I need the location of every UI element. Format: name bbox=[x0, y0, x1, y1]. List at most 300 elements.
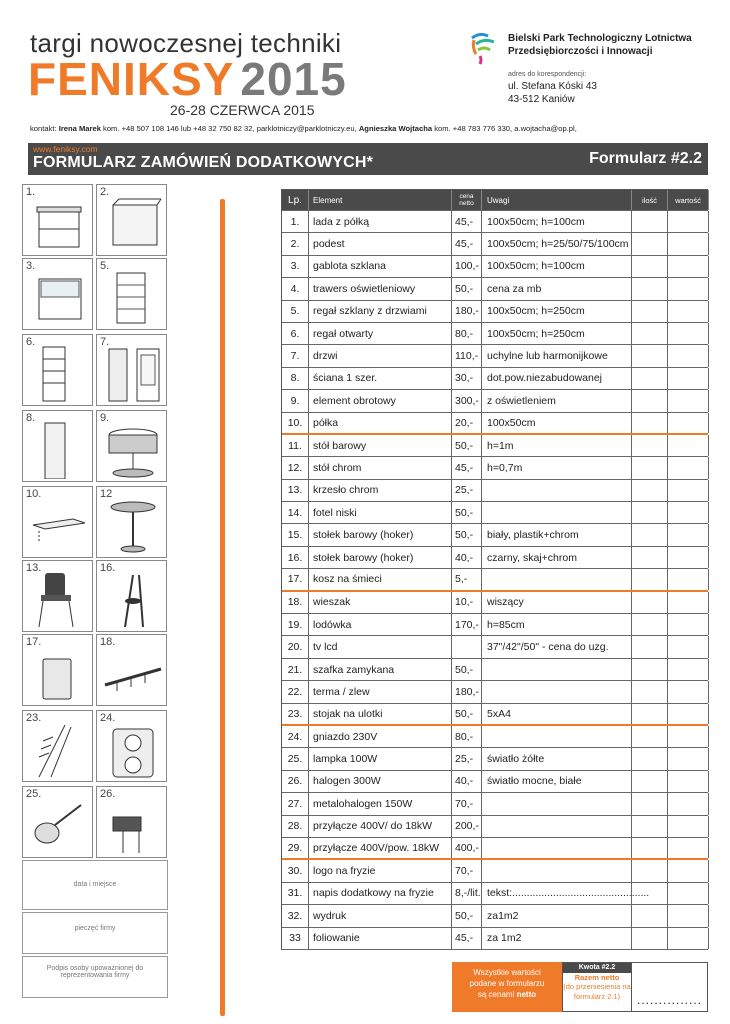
row-notes: biały, plastik+chrom bbox=[482, 524, 632, 545]
contact-line bbox=[30, 124, 577, 133]
table-row bbox=[282, 726, 708, 748]
item-image-number: 6. bbox=[26, 336, 36, 348]
row-qty-input[interactable] bbox=[632, 233, 668, 254]
row-element: stół barowy bbox=[309, 435, 452, 456]
row-price: 300,- bbox=[452, 390, 482, 411]
row-lp: 11. bbox=[282, 435, 309, 456]
row-qty-input[interactable] bbox=[632, 256, 668, 277]
row-qty-input[interactable] bbox=[632, 457, 668, 478]
table-row bbox=[282, 413, 708, 435]
row-qty-input[interactable] bbox=[632, 726, 668, 747]
table-row bbox=[282, 547, 708, 569]
header-qty: ilość bbox=[632, 190, 668, 210]
row-value-input[interactable] bbox=[668, 413, 709, 433]
row-value-input[interactable] bbox=[668, 435, 709, 456]
row-value-input[interactable] bbox=[668, 480, 709, 501]
row-lp: 23. bbox=[282, 704, 309, 724]
row-element: regał szklany z drzwiami bbox=[309, 301, 452, 322]
row-price: 45,- bbox=[452, 457, 482, 478]
row-value-input[interactable] bbox=[668, 547, 709, 568]
row-element: napis dodatkowy na fryzie bbox=[309, 883, 452, 904]
row-qty-input[interactable] bbox=[632, 592, 668, 613]
row-qty-input[interactable] bbox=[632, 748, 668, 769]
row-price: 50,- bbox=[452, 704, 482, 724]
fair-subtitle: targi nowoczesnej techniki bbox=[30, 28, 342, 58]
row-value-input[interactable] bbox=[668, 390, 709, 411]
row-value-input[interactable] bbox=[668, 256, 709, 277]
row-price bbox=[452, 636, 482, 657]
item-image-number: 12 bbox=[100, 488, 113, 500]
header-element: Element bbox=[309, 190, 452, 210]
row-price: 8,-/lit. bbox=[452, 883, 482, 904]
row-notes: 100x50cm; h=250cm bbox=[482, 301, 632, 322]
item-image-number: 25. bbox=[26, 788, 42, 800]
row-notes bbox=[482, 480, 632, 501]
park-logo-icon bbox=[466, 30, 502, 66]
row-qty-input[interactable] bbox=[632, 569, 668, 589]
table-row bbox=[282, 435, 708, 457]
row-element: półka bbox=[309, 413, 452, 433]
row-value-input[interactable] bbox=[668, 681, 709, 702]
row-element: halogen 300W bbox=[309, 771, 452, 792]
row-price: 80,- bbox=[452, 323, 482, 344]
row-price: 50,- bbox=[452, 278, 482, 299]
table-body bbox=[282, 211, 708, 950]
row-qty-input[interactable] bbox=[632, 524, 668, 545]
row-notes bbox=[482, 838, 632, 858]
row-value-input[interactable] bbox=[668, 368, 709, 389]
row-lp: 14. bbox=[282, 502, 309, 523]
row-notes: cena za mb bbox=[482, 278, 632, 299]
table-row bbox=[282, 838, 708, 860]
header-price bbox=[452, 190, 482, 210]
row-notes: 100x50cm bbox=[482, 413, 632, 433]
item-image-cell bbox=[96, 710, 167, 782]
item-image-cell bbox=[96, 334, 167, 406]
company-stamp-label: pieczęć firmy bbox=[74, 925, 116, 932]
table-row bbox=[282, 860, 708, 882]
item-image-number: 2. bbox=[100, 186, 110, 198]
row-element: gablota szklana bbox=[309, 256, 452, 277]
row-lp: 31. bbox=[282, 883, 309, 904]
organizer-name: Bielski Park Technologiczny Lotnictwa Przedsiębiorczości i Innowacji bbox=[508, 33, 692, 57]
row-lp: 7. bbox=[282, 345, 309, 366]
row-qty-input[interactable] bbox=[632, 905, 668, 926]
table-row bbox=[282, 390, 708, 412]
row-notes bbox=[482, 816, 632, 837]
furniture-illustration-icon bbox=[103, 721, 163, 779]
table-row bbox=[282, 771, 708, 793]
row-qty-input[interactable] bbox=[632, 636, 668, 657]
row-lp: 6. bbox=[282, 323, 309, 344]
contact-mid: kom. +48 507 108 146 lub +48 32 750 82 32, parklotniczy@parklotniczy.eu, bbox=[100, 124, 359, 133]
row-notes bbox=[482, 793, 632, 814]
row-qty-input[interactable] bbox=[632, 390, 668, 411]
row-notes: h=85cm bbox=[482, 614, 632, 635]
row-price: 40,- bbox=[452, 547, 482, 568]
row-element: wieszak bbox=[309, 592, 452, 613]
row-lp: 3. bbox=[282, 256, 309, 277]
logo-year: 2015 bbox=[240, 53, 347, 105]
row-price: 80,- bbox=[452, 726, 482, 747]
table-row bbox=[282, 614, 708, 636]
row-qty-input[interactable] bbox=[632, 681, 668, 702]
form-title: FORMULARZ ZAMÓWIEŃ DODATKOWYCH* bbox=[33, 154, 374, 171]
total-sublabel: (do przeniesienia na formularz 2.1) bbox=[563, 982, 631, 1001]
furniture-illustration-icon bbox=[29, 345, 89, 403]
row-lp: 16. bbox=[282, 547, 309, 568]
row-notes: h=0,7m bbox=[482, 457, 632, 478]
furniture-illustration-icon bbox=[29, 497, 89, 555]
item-image-cell bbox=[22, 710, 93, 782]
row-price: 30,- bbox=[452, 368, 482, 389]
row-qty-input[interactable] bbox=[632, 368, 668, 389]
row-element: ściana 1 szer. bbox=[309, 368, 452, 389]
contact-prefix: kontakt: bbox=[30, 124, 59, 133]
orange-divider bbox=[220, 199, 225, 1016]
row-qty-input[interactable] bbox=[632, 793, 668, 814]
row-lp: 33 bbox=[282, 928, 309, 949]
row-notes bbox=[482, 681, 632, 702]
row-qty-input[interactable] bbox=[632, 547, 668, 568]
item-image-number: 3. bbox=[26, 260, 36, 272]
furniture-illustration-icon bbox=[29, 195, 89, 253]
header-notes: Uwagi bbox=[482, 190, 632, 210]
note-line-1: Wszystkie wartości bbox=[473, 968, 541, 977]
item-image-number: 26. bbox=[100, 788, 116, 800]
header-lp: Lp. bbox=[282, 190, 309, 210]
row-price: 70,- bbox=[452, 793, 482, 814]
row-qty-input[interactable] bbox=[632, 883, 668, 904]
row-element: przyłącze 400V/pow. 18kW bbox=[309, 838, 452, 858]
row-price: 25,- bbox=[452, 480, 482, 501]
total-label: Razem netto bbox=[574, 972, 620, 982]
row-value-input[interactable] bbox=[668, 278, 709, 299]
furniture-illustration-icon bbox=[103, 571, 163, 629]
row-qty-input[interactable] bbox=[632, 278, 668, 299]
item-image-cell bbox=[96, 410, 167, 482]
row-lp: 29. bbox=[282, 838, 309, 858]
row-value-input[interactable] bbox=[668, 211, 709, 232]
form-number: Formularz #2.2 bbox=[589, 150, 702, 167]
row-notes: czarny, skaj+chrom bbox=[482, 547, 632, 568]
row-value-input[interactable] bbox=[668, 928, 709, 949]
furniture-illustration-icon bbox=[29, 571, 89, 629]
website-link[interactable]: www.feniksy.com bbox=[33, 144, 98, 154]
item-image-cell bbox=[22, 258, 93, 330]
table-row bbox=[282, 278, 708, 300]
row-notes: światło mocne, białe bbox=[482, 771, 632, 792]
item-image-cell bbox=[96, 184, 167, 256]
row-qty-input[interactable] bbox=[632, 614, 668, 635]
item-image-number: 10. bbox=[26, 488, 42, 500]
fair-dates: 26-28 CZERWCA 2015 bbox=[170, 102, 315, 118]
row-lp: 18. bbox=[282, 592, 309, 613]
row-element: stojak na ulotki bbox=[309, 704, 452, 724]
row-qty-input[interactable] bbox=[632, 413, 668, 433]
row-element: lampka 100W bbox=[309, 748, 452, 769]
row-value-input[interactable] bbox=[668, 502, 709, 523]
table-row bbox=[282, 928, 708, 950]
row-notes: wiszący bbox=[482, 592, 632, 613]
row-value-input[interactable] bbox=[668, 345, 709, 366]
note-line-3 bbox=[452, 989, 562, 1000]
table-row bbox=[282, 524, 708, 546]
date-place-box[interactable] bbox=[22, 860, 168, 910]
row-notes: 5xA4 bbox=[482, 704, 632, 724]
item-image-number: 24. bbox=[100, 712, 116, 724]
item-image-cell bbox=[22, 634, 93, 706]
row-value-input[interactable] bbox=[668, 726, 709, 747]
net-prices-note bbox=[452, 962, 562, 1012]
item-image-number: 9. bbox=[100, 412, 110, 424]
row-element: logo na fryzie bbox=[309, 860, 452, 881]
item-image-cell bbox=[22, 486, 93, 558]
row-element: fotel niski bbox=[309, 502, 452, 523]
row-lp: 27. bbox=[282, 793, 309, 814]
row-lp: 1. bbox=[282, 211, 309, 232]
row-value-input[interactable] bbox=[668, 233, 709, 254]
row-qty-input[interactable] bbox=[632, 704, 668, 724]
row-price: 100,- bbox=[452, 256, 482, 277]
row-element: metalohalogen 150W bbox=[309, 793, 452, 814]
row-price: 110,- bbox=[452, 345, 482, 366]
furniture-illustration-icon bbox=[103, 645, 163, 703]
furniture-illustration-icon bbox=[103, 345, 163, 403]
row-price: 400,- bbox=[452, 838, 482, 858]
row-value-input[interactable] bbox=[668, 659, 709, 680]
row-element: element obrotowy bbox=[309, 390, 452, 411]
furniture-illustration-icon bbox=[103, 797, 163, 855]
furniture-illustration-icon bbox=[103, 195, 163, 253]
item-image-number: 7. bbox=[100, 336, 110, 348]
row-qty-input[interactable] bbox=[632, 502, 668, 523]
row-qty-input[interactable] bbox=[632, 771, 668, 792]
row-qty-input[interactable] bbox=[632, 816, 668, 837]
table-row bbox=[282, 233, 708, 255]
item-image-cell bbox=[22, 184, 93, 256]
row-value-input[interactable] bbox=[668, 301, 709, 322]
title-band bbox=[28, 143, 708, 175]
row-price: 180,- bbox=[452, 681, 482, 702]
row-price: 45,- bbox=[452, 928, 482, 949]
row-value-input[interactable] bbox=[668, 704, 709, 724]
item-image-cell bbox=[22, 410, 93, 482]
item-image-cell bbox=[96, 634, 167, 706]
row-qty-input[interactable] bbox=[632, 211, 668, 232]
item-image-number: 17. bbox=[26, 636, 42, 648]
row-price: 20,- bbox=[452, 413, 482, 433]
row-notes bbox=[482, 860, 632, 881]
table-row bbox=[282, 368, 708, 390]
row-value-input[interactable] bbox=[668, 860, 709, 881]
address-line-1: ul. Stefana Kóski 43 bbox=[508, 81, 597, 92]
address-label: adres do korespondencji: bbox=[508, 71, 587, 78]
row-lp: 26. bbox=[282, 771, 309, 792]
table-row bbox=[282, 748, 708, 770]
row-notes: za1m2 bbox=[482, 905, 632, 926]
row-notes: uchylne lub harmonijkowe bbox=[482, 345, 632, 366]
table-row bbox=[282, 457, 708, 479]
table-row bbox=[282, 211, 708, 233]
row-qty-input[interactable] bbox=[632, 860, 668, 881]
contact-name-1: Irena Marek bbox=[58, 124, 101, 133]
furniture-illustration-icon bbox=[29, 645, 89, 703]
row-value-input[interactable] bbox=[668, 905, 709, 926]
table-header bbox=[282, 190, 708, 211]
row-element: stołek barowy (hoker) bbox=[309, 547, 452, 568]
row-price: 40,- bbox=[452, 771, 482, 792]
row-element: przyłącze 400V/ do 18kW bbox=[309, 816, 452, 837]
row-lp: 4. bbox=[282, 278, 309, 299]
row-qty-input[interactable] bbox=[632, 659, 668, 680]
row-notes bbox=[482, 569, 632, 589]
row-price: 45,- bbox=[452, 211, 482, 232]
item-image-number: 1. bbox=[26, 186, 36, 198]
row-lp: 5. bbox=[282, 301, 309, 322]
row-notes: 37"/42"/50" - cena do uzg. bbox=[482, 636, 632, 657]
row-qty-input[interactable] bbox=[632, 480, 668, 501]
row-value-input[interactable] bbox=[668, 771, 709, 792]
contact-name-2: Agnieszka Wojtacha bbox=[358, 124, 433, 133]
row-qty-input[interactable] bbox=[632, 928, 668, 949]
note-line-2: podane w formularzu bbox=[469, 979, 545, 988]
row-element: drzwi bbox=[309, 345, 452, 366]
row-value-input[interactable] bbox=[668, 636, 709, 657]
row-element: trawers oświetleniowy bbox=[309, 278, 452, 299]
note-line-3-bold: netto bbox=[516, 990, 537, 999]
row-price: 5,- bbox=[452, 569, 482, 589]
row-price: 50,- bbox=[452, 435, 482, 456]
item-image-cell bbox=[96, 560, 167, 632]
furniture-illustration-icon bbox=[103, 497, 163, 555]
row-value-input[interactable] bbox=[668, 838, 709, 858]
row-qty-input[interactable] bbox=[632, 838, 668, 858]
row-lp: 24. bbox=[282, 726, 309, 747]
row-price: 50,- bbox=[452, 905, 482, 926]
date-place-label: data i miejsce bbox=[73, 881, 117, 888]
item-image-cell bbox=[96, 486, 167, 558]
furniture-illustration-icon bbox=[29, 721, 89, 779]
row-notes: 100x50cm; h=100cm bbox=[482, 256, 632, 277]
row-lp: 20. bbox=[282, 636, 309, 657]
table-row bbox=[282, 793, 708, 815]
row-value-input[interactable] bbox=[668, 569, 709, 589]
row-value-input[interactable] bbox=[668, 816, 709, 837]
row-element: szafka zamykana bbox=[309, 659, 452, 680]
row-notes: h=1m bbox=[482, 435, 632, 456]
company-stamp-box[interactable] bbox=[22, 912, 168, 954]
row-value-input[interactable] bbox=[668, 748, 709, 769]
row-value-input[interactable] bbox=[668, 883, 709, 904]
row-qty-input[interactable] bbox=[632, 301, 668, 322]
row-element: krzesło chrom bbox=[309, 480, 452, 501]
row-value-input[interactable] bbox=[668, 793, 709, 814]
contact-tail: kom. +48 783 776 330, a.wojtacha@op.pl, bbox=[432, 124, 577, 133]
row-element: regał otwarty bbox=[309, 323, 452, 344]
row-qty-input[interactable] bbox=[632, 323, 668, 344]
row-price: 50,- bbox=[452, 659, 482, 680]
signature-label: Podpis osoby upoważnionej do reprezentowania firmy bbox=[46, 965, 144, 979]
row-lp: 12. bbox=[282, 457, 309, 478]
table-row bbox=[282, 681, 708, 703]
table-row bbox=[282, 480, 708, 502]
row-lp: 28. bbox=[282, 816, 309, 837]
table-row bbox=[282, 301, 708, 323]
row-element: podest bbox=[309, 233, 452, 254]
item-image-number: 5. bbox=[100, 260, 110, 272]
row-value-input[interactable] bbox=[668, 524, 709, 545]
table-row bbox=[282, 345, 708, 367]
total-heading: Kwota #2.2 bbox=[563, 963, 631, 973]
item-image-number: 23. bbox=[26, 712, 42, 724]
row-element: gniazdo 230V bbox=[309, 726, 452, 747]
row-lp: 15. bbox=[282, 524, 309, 545]
furniture-illustration-icon bbox=[29, 797, 89, 855]
total-value-field[interactable]: ............... bbox=[632, 962, 708, 1012]
row-notes: światło żółte bbox=[482, 748, 632, 769]
row-notes: 100x50cm; h=250cm bbox=[482, 323, 632, 344]
row-lp: 30. bbox=[282, 860, 309, 881]
fair-logo bbox=[28, 52, 347, 106]
row-notes: dot.pow.niezabudowanej bbox=[482, 368, 632, 389]
row-price: 70,- bbox=[452, 860, 482, 881]
table-row bbox=[282, 323, 708, 345]
order-table bbox=[281, 189, 708, 950]
table-row bbox=[282, 636, 708, 658]
row-lp: 10. bbox=[282, 413, 309, 433]
item-image-number: 18. bbox=[100, 636, 116, 648]
row-lp: 9. bbox=[282, 390, 309, 411]
row-notes bbox=[482, 659, 632, 680]
signature-box[interactable] bbox=[22, 956, 168, 998]
row-value-input[interactable] bbox=[668, 614, 709, 635]
row-value-input[interactable] bbox=[668, 592, 709, 613]
table-row bbox=[282, 256, 708, 278]
row-notes: z oświetleniem bbox=[482, 390, 632, 411]
row-price: 180,- bbox=[452, 301, 482, 322]
item-image-cell bbox=[22, 560, 93, 632]
table-row bbox=[282, 592, 708, 614]
row-qty-input[interactable] bbox=[632, 345, 668, 366]
table-row bbox=[282, 569, 708, 591]
row-value-input[interactable] bbox=[668, 323, 709, 344]
furniture-illustration-icon bbox=[103, 421, 163, 479]
item-image-cell bbox=[22, 334, 93, 406]
row-lp: 21. bbox=[282, 659, 309, 680]
table-row bbox=[282, 704, 708, 726]
row-element: stół chrom bbox=[309, 457, 452, 478]
address bbox=[508, 80, 597, 106]
row-value-input[interactable] bbox=[668, 457, 709, 478]
row-qty-input[interactable] bbox=[632, 435, 668, 456]
logo-word: FENIKSY bbox=[28, 53, 235, 105]
row-price: 50,- bbox=[452, 502, 482, 523]
row-element: lodówka bbox=[309, 614, 452, 635]
row-notes bbox=[482, 726, 632, 747]
row-lp: 22. bbox=[282, 681, 309, 702]
row-element: kosz na śmieci bbox=[309, 569, 452, 589]
row-element: stołek barowy (hoker) bbox=[309, 524, 452, 545]
row-price: 200,- bbox=[452, 816, 482, 837]
row-lp: 8. bbox=[282, 368, 309, 389]
row-element: foliowanie bbox=[309, 928, 452, 949]
row-lp: 19. bbox=[282, 614, 309, 635]
row-price: 25,- bbox=[452, 748, 482, 769]
row-element: terma / zlew bbox=[309, 681, 452, 702]
item-image-cell bbox=[96, 258, 167, 330]
row-notes bbox=[482, 502, 632, 523]
